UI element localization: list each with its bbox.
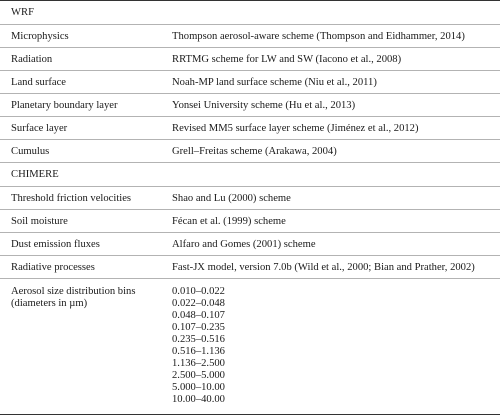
row-value: Fécan et al. (1999) scheme (172, 216, 286, 227)
bin-value: 1.136–2.500 (172, 358, 225, 369)
section-title: WRF (11, 7, 34, 18)
row-value: Fast-JX model, version 7.0b (Wild et al., 2000; Bian and Prather, 2002) (172, 262, 475, 273)
row-label: Radiation (11, 54, 53, 65)
table-row (0, 116, 500, 140)
table-row (0, 139, 500, 163)
row-value: Thompson aerosol-aware scheme (Thompson and Eidhammer, 2014) (172, 31, 465, 42)
section-header-wrf (0, 0, 500, 25)
bin-value: 2.500–5.000 (172, 370, 225, 381)
table-row (0, 70, 500, 94)
row-value: Grell–Freitas scheme (Arakawa, 2004) (172, 146, 337, 157)
row-label: Surface layer (11, 123, 68, 134)
table-row (0, 47, 500, 71)
row-value: Revised MM5 surface layer scheme (Jiménez et al., 2012) (172, 123, 419, 134)
bin-value: 0.107–0.235 (172, 322, 225, 333)
table-row-bins (0, 278, 500, 415)
row-value: Shao and Lu (2000) scheme (172, 193, 291, 204)
bin-value: 5.000–10.00 (172, 382, 225, 393)
bin-value: 0.022–0.048 (172, 298, 225, 309)
row-label: Microphysics (11, 31, 69, 42)
row-value: Noah-MP land surface scheme (Niu et al., 2011) (172, 77, 377, 88)
row-label: Planetary boundary layer (11, 100, 118, 111)
row-label: Dust emission fluxes (11, 239, 100, 250)
bin-value: 0.010–0.022 (172, 286, 225, 297)
table-row (0, 209, 500, 233)
bin-value: 10.00–40.00 (172, 394, 225, 405)
table-row (0, 232, 500, 256)
row-value: Alfaro and Gomes (2001) scheme (172, 239, 316, 250)
section-title: CHIMERE (11, 169, 59, 180)
bin-value: 0.048–0.107 (172, 310, 225, 321)
row-label: Radiative processes (11, 262, 95, 273)
table-row (0, 24, 500, 48)
row-label: Land surface (11, 77, 66, 88)
table-row (0, 93, 500, 117)
row-label: Soil moisture (11, 216, 68, 227)
section-header-chimere (0, 162, 500, 187)
table-row (0, 186, 500, 210)
table-bottom-rule (0, 414, 500, 415)
bins-label-line2: (diameters in µm) (11, 298, 88, 309)
bin-value: 0.235–0.516 (172, 334, 225, 345)
bin-value: 0.516–1.136 (172, 346, 225, 357)
row-label: Cumulus (11, 146, 50, 157)
row-value: Yonsei University scheme (Hu et al., 2013) (172, 100, 356, 111)
table-row (0, 255, 500, 279)
row-label: Threshold friction velocities (11, 193, 132, 204)
row-value: RRTMG scheme for LW and SW (Iacono et al., 2008) (172, 54, 402, 65)
bins-label-line1: Aerosol size distribution bins (11, 286, 136, 297)
